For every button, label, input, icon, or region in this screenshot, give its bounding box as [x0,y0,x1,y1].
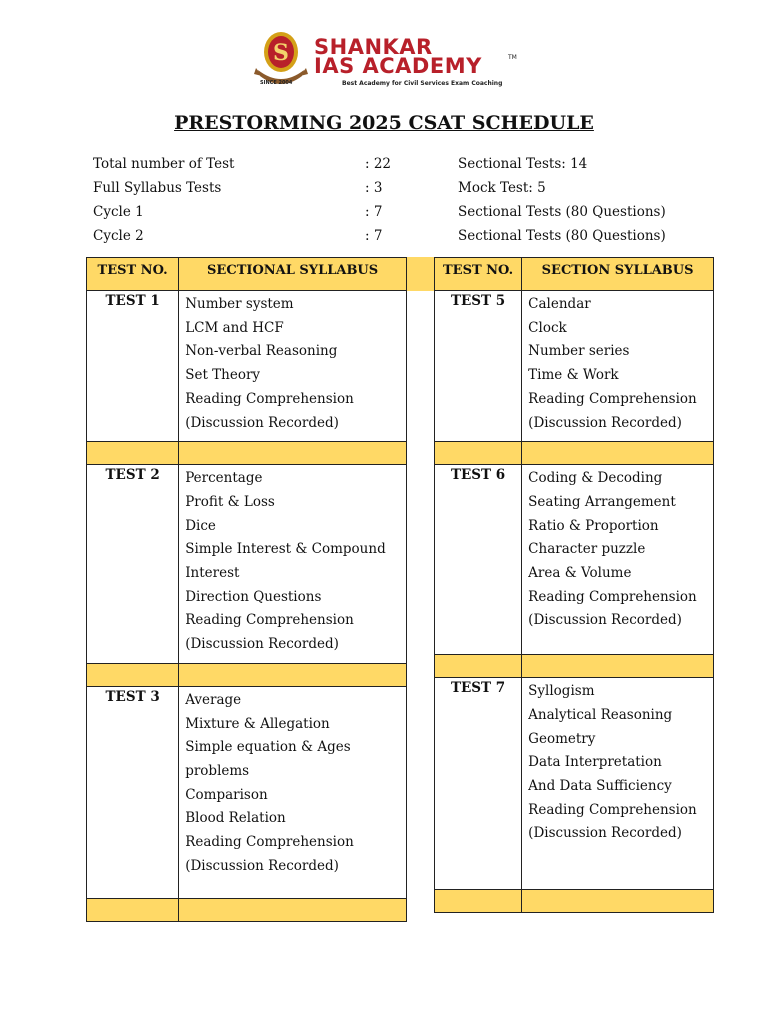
test-summary [93,156,693,256]
syllabus-topics [179,291,407,442]
spacer-row [435,890,714,913]
test-number: TEST 6 [435,465,522,655]
topic-item: Calendar [528,296,591,312]
column-header-syllabus: SECTION SYLLABUS [522,258,714,291]
spacer-row [435,442,714,465]
test-number: TEST 7 [435,678,522,890]
spacer-row [87,898,407,921]
summary-value: : 3 [365,180,383,196]
topic-item: Blood Relation [185,810,286,827]
summary-row [93,228,693,256]
syllabus-topics [522,465,714,655]
brand-tagline: Best Academy for Civil Services Exam Coaching [342,80,503,87]
topic-item: Character puzzle [528,541,646,558]
topic-item: Comparison [185,786,268,803]
topic-item: (Discussion Recorded) [528,612,682,629]
trademark-mark: TM [508,54,517,61]
topic-item: Direction Questions [185,588,322,605]
topic-item: Area & Volume [528,565,632,582]
table-row [435,465,714,655]
topic-item: Non-verbal Reasoning [185,343,338,360]
summary-label: Cycle 2 [93,228,144,244]
syllabus-topics [179,465,407,664]
topic-item: (Discussion Recorded) [528,414,682,431]
topic-item: Seating Arrangement [528,493,676,510]
test-number: TEST 3 [87,686,179,898]
topic-item: Time & Work [528,367,619,384]
topic-item: Profit & Loss [185,493,275,510]
topic-item: And Data Sufficiency [528,778,672,795]
topic-item: Reading Comprehension [528,588,697,605]
summary-row [93,204,693,228]
table-row [435,678,714,890]
topic-item: Analytical Reasoning [528,706,673,723]
topic-item: Set Theory [185,367,261,384]
table-header-row [87,258,407,291]
summary-note: Mock Test: 5 [458,180,546,196]
topic-item: Average [185,691,242,708]
topic-item: Number series [528,343,630,360]
topic-item: Reading Comprehension [528,390,697,407]
topic-item: Simple equation & Ages [185,739,351,756]
emblem-letter: S [273,40,289,66]
summary-note: Sectional Tests: 14 [458,156,588,172]
table-row [87,686,407,898]
topic-item: Clock [528,319,567,336]
summary-row [93,180,693,204]
topic-item: Interest [185,565,240,582]
brand-name-line2: IAS ACADEMY [314,54,482,78]
summary-label: Total number of Test [93,156,235,172]
topic-item: (Discussion Recorded) [185,414,339,431]
topic-item: (Discussion Recorded) [528,825,682,842]
topic-item: Dice [185,517,216,534]
test-number: TEST 2 [87,465,179,664]
summary-value: : 7 [365,204,383,220]
table-row [87,291,407,442]
since-year: SINCE 2004 [260,80,293,86]
table-header-row [435,258,714,291]
topic-item: Ratio & Proportion [528,517,659,534]
summary-value: : 7 [365,228,383,244]
summary-row [93,156,693,180]
column-header-syllabus: SECTIONAL SYLLABUS [179,258,407,291]
table-row [87,465,407,664]
summary-label: Cycle 1 [93,204,144,220]
spacer-row [435,655,714,678]
topic-item: Reading Comprehension [185,390,354,407]
column-header-test-no: TEST NO. [87,258,179,291]
syllabus-topics [522,678,714,890]
summary-note: Sectional Tests (80 Questions) [458,204,666,220]
topic-item: Geometry [528,730,596,747]
topic-item: (Discussion Recorded) [185,857,339,874]
summary-label: Full Syllabus Tests [93,180,222,196]
topic-item: Reading Comprehension [528,801,697,818]
topic-item: Reading Comprehension [185,834,354,851]
test-number: TEST 5 [435,291,522,442]
topic-item: LCM and HCF [185,319,284,336]
topic-item: Percentage [185,470,263,487]
academy-logo [252,30,522,92]
brand-name-line1: SHANKAR [314,35,433,59]
topic-item: Mixture & Allegation [185,715,330,732]
topic-item: (Discussion Recorded) [185,636,339,653]
table-row [435,291,714,442]
topic-item: Number system [185,296,294,312]
topic-item: Reading Comprehension [185,612,354,629]
schedule-table-right [434,257,714,913]
spacer-row [87,663,407,686]
syllabus-topics [522,291,714,442]
topic-item: Data Interpretation [528,754,662,771]
summary-value: : 22 [365,156,392,172]
header-gap-fill [407,257,434,291]
summary-note: Sectional Tests (80 Questions) [458,228,666,244]
column-header-test-no: TEST NO. [435,258,522,291]
topic-item: Simple Interest & Compound [185,541,386,558]
syllabus-topics [179,686,407,898]
schedule-table-left [86,257,407,922]
test-number: TEST 1 [87,291,179,442]
page-title: PRESTORMING 2025 CSAT SCHEDULE [174,112,594,134]
topic-item: Syllogism [528,683,595,700]
topic-item: problems [185,762,250,779]
topic-item: Coding & Decoding [528,470,663,487]
spacer-row [87,442,407,465]
